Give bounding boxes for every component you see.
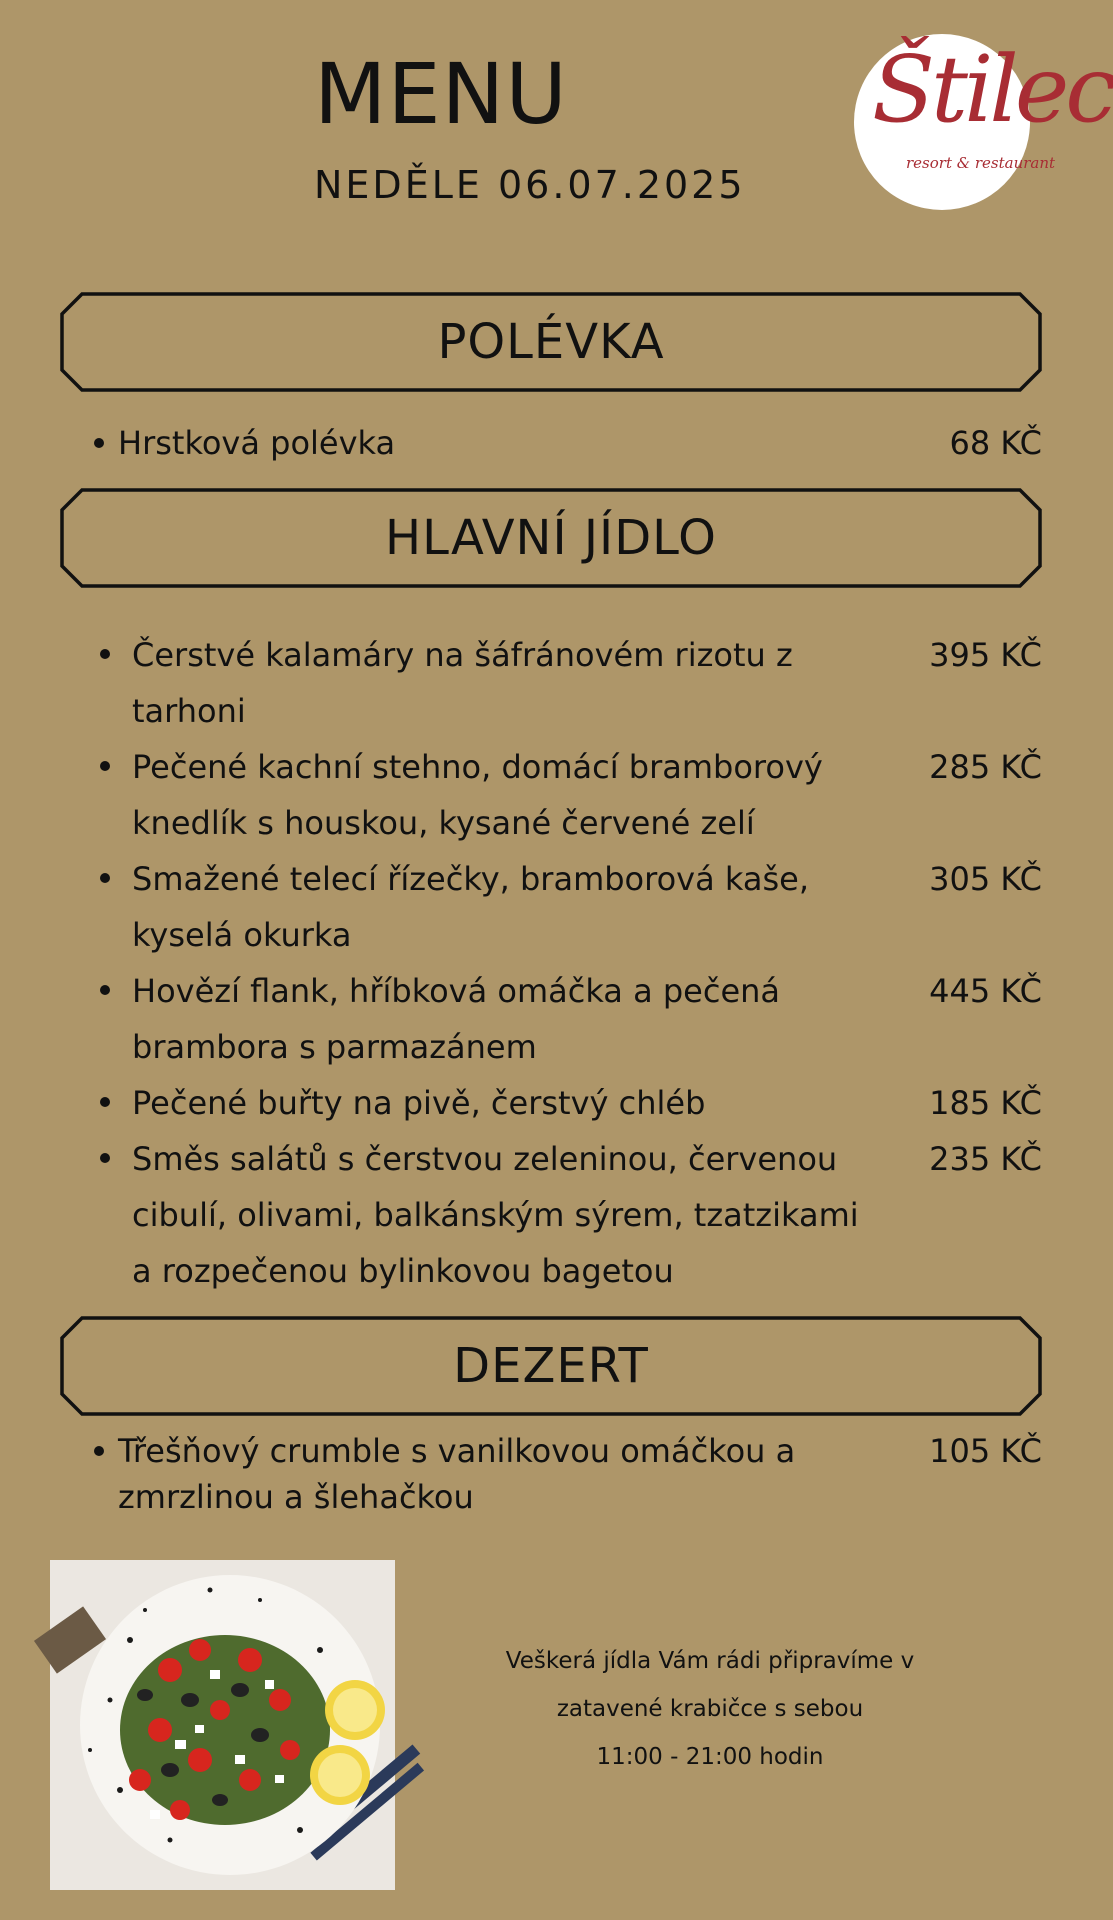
menu-item-price: 68 KČ bbox=[949, 424, 1042, 462]
menu-date: NEDĚLE 06.07.2025 bbox=[314, 163, 746, 207]
menu-item-name: Hovězí flank, hříbková omáčka a pečená brambora s parmazánem bbox=[132, 972, 781, 1066]
menu-item-price: 305 KČ bbox=[929, 860, 1042, 898]
menu-item-price: 105 KČ bbox=[929, 1432, 1042, 1470]
bullet-icon bbox=[100, 1153, 110, 1163]
section-title-soup: POLÉVKA bbox=[437, 314, 665, 370]
menu-item-name: Třešňový crumble s vanilkovou omáčkou a zmrzlinou a šlehačkou bbox=[118, 1432, 796, 1516]
menu-item-price: 395 KČ bbox=[929, 636, 1042, 674]
logo-subtext: resort & restaurant bbox=[906, 154, 1056, 172]
bullet-icon bbox=[100, 1097, 110, 1107]
menu-item-name: Pečené buřty na pivě, čerstvý chléb bbox=[132, 1084, 706, 1122]
restaurant-logo bbox=[854, 34, 1113, 210]
menu-item-price: 235 KČ bbox=[929, 1140, 1042, 1178]
bullet-icon bbox=[100, 873, 110, 883]
bullet-icon bbox=[100, 985, 110, 995]
menu-item-price: 185 KČ bbox=[929, 1084, 1042, 1122]
menu-title: MENU bbox=[314, 45, 568, 143]
logo-script: Štilec bbox=[872, 36, 1113, 143]
section-banner-main bbox=[60, 488, 1042, 588]
takeaway-note bbox=[460, 1637, 960, 1781]
opening-hours: 11:00 - 21:00 hodin bbox=[596, 1744, 824, 1770]
menu-item-price: 445 KČ bbox=[929, 972, 1042, 1010]
menu-item-name: Hrstková polévka bbox=[118, 424, 396, 462]
menu-item-name: Směs salátů s čerstvou zeleninou, červenou cibulí, olivami, balkánským sýrem, tzatzikami a rozpečenou bylinkovou bagetou bbox=[132, 1140, 859, 1290]
bullet-icon bbox=[100, 761, 110, 771]
bullet-icon bbox=[94, 1446, 104, 1456]
salad-illustration bbox=[50, 1560, 395, 1890]
section-title-main: HLAVNÍ JÍDLO bbox=[385, 510, 717, 566]
salad-plate-image bbox=[50, 1560, 395, 1890]
section-banner-dessert bbox=[60, 1316, 1042, 1416]
menu-item-price: 285 KČ bbox=[929, 748, 1042, 786]
menu-item-name: Smažené telecí řízečky, bramborová kaše, kyselá okurka bbox=[132, 860, 809, 954]
section-title-dessert: DEZERT bbox=[453, 1338, 649, 1394]
bullet-icon bbox=[100, 649, 110, 659]
bullet-icon bbox=[94, 438, 104, 448]
takeaway-note-line1: Veškerá jídla Vám rádi připravíme v bbox=[505, 1648, 915, 1674]
section-banner-soup bbox=[60, 292, 1042, 392]
takeaway-note-line2: zatavené krabičce s sebou bbox=[556, 1696, 864, 1722]
menu-item-name: Čerstvé kalamáry na šáfránovém rizotu z tarhoni bbox=[132, 636, 793, 730]
menu-item-name: Pečené kachní stehno, domácí bramborový knedlík s houskou, kysané červené zelí bbox=[132, 748, 823, 842]
